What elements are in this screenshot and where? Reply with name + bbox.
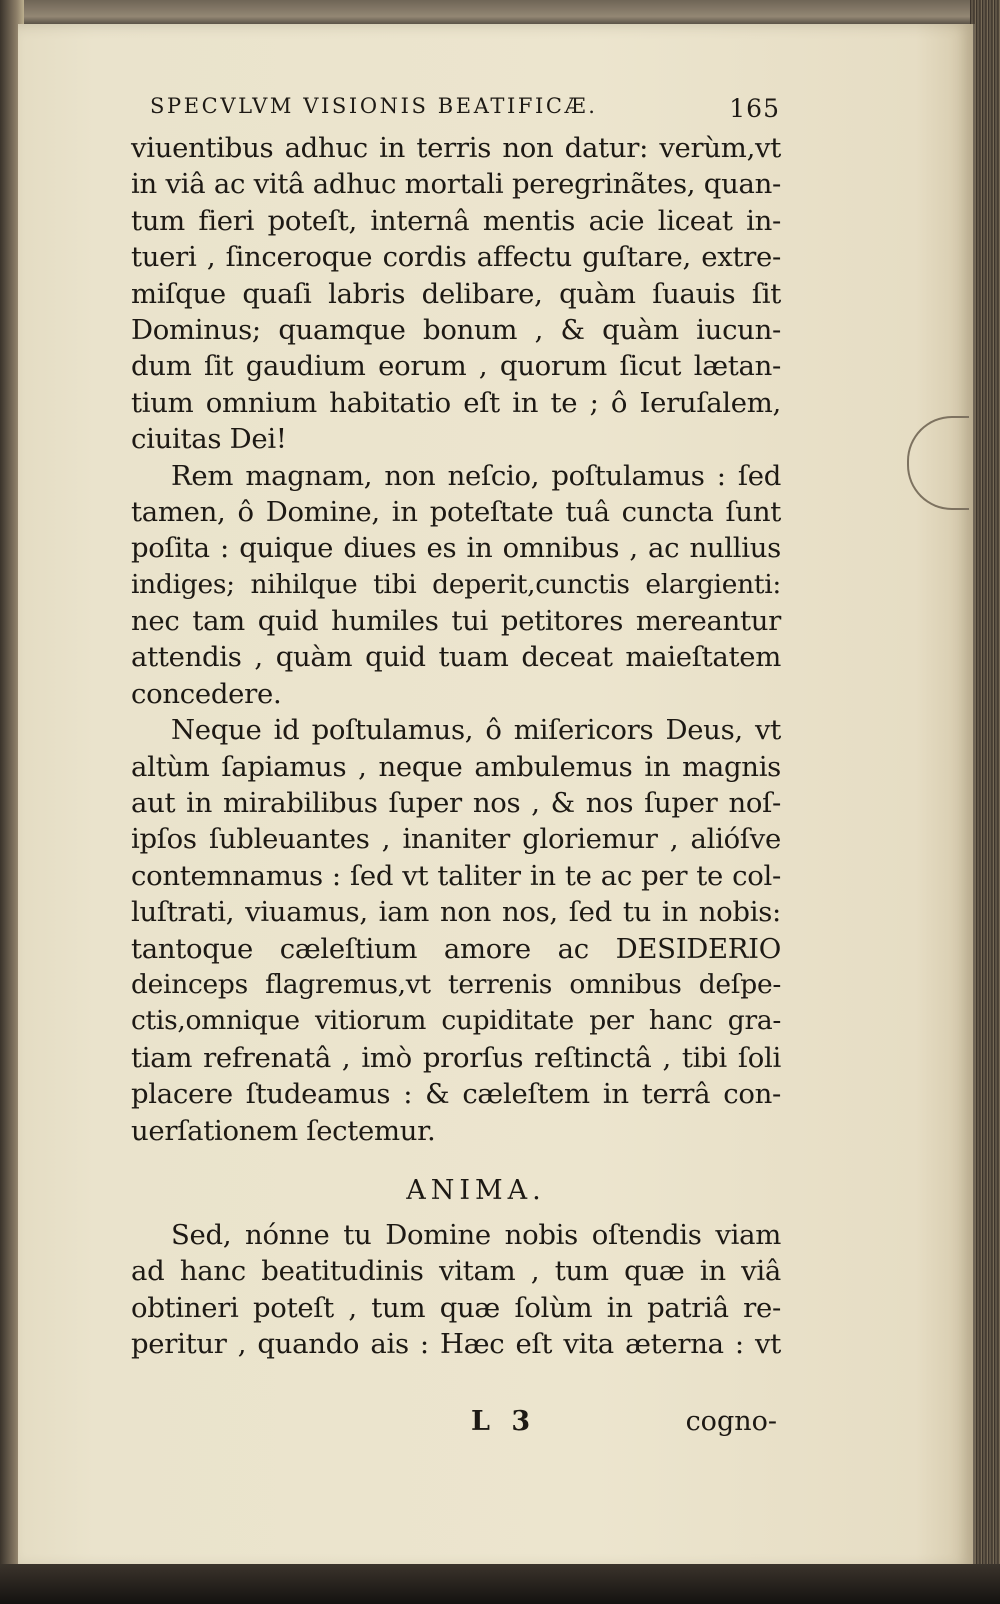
text-line: tueri , ſinceroque cordis affectu guſtare, extre- [131,241,781,274]
text-line: nec tam quid humiles tui petitores mereantur [131,605,781,638]
text-line: deinceps flagremus,vt terrenis omnibus deſpe- [131,968,781,1000]
section-heading: ANIMA. [406,1174,546,1206]
paragraph-start-line: Neque id poſtulamus, ô miſericors Deus, vt [171,714,781,747]
text-line: ipſos ſubleuantes , inaniter gloriemur , alióſve [131,823,781,856]
text-line: in viâ ac vitâ adhuc mortali peregrinãtes, quan- [131,168,781,201]
section-spacer [131,1149,781,1171]
text-line: Dominus; quamque bonum , & quàm iucun- [131,313,781,346]
text-line: tantoque cæleſtium amore ac DESIDERIO [131,932,781,965]
text-line: uerſationem ſectemur. [131,1114,436,1147]
clasp-ring [907,416,969,510]
body-text [131,130,781,1363]
text-line: luſtrati, viuamus, iam non nos, ſed tu in nobis: [131,896,781,929]
text-line: attendis , quàm quid tuam deceat maieſtatem [131,641,781,674]
text-line: obtineri poteſt , tum quæ ſolùm in patriâ re- [131,1291,781,1324]
text-line: contemnamus : ſed vt taliter in te ac per te col- [131,859,781,892]
text-line: placere ſtudeamus : & cæleſtem in terrâ con- [131,1078,781,1111]
text-line: tium omnium habitatio eſt in te ; ô Ieruſalem, [131,386,781,419]
text-line: concedere. [131,677,282,710]
page-number: 165 [729,94,780,123]
book-bottom-edge [0,1564,1000,1604]
running-head: SPECVLVM VISIONIS BEATIFICÆ. [150,94,598,118]
text-line: poſita : quique diues es in omnibus , ac nullius [131,532,781,565]
text-line: altùm ſapiamus , neque ambulemus in magnis [131,750,781,783]
text-line: peritur , quando ais : Hæc eſt vita æterna : vt [131,1328,781,1361]
page-header [150,94,780,128]
paragraph-start-line: Sed, nónne tu Domine nobis oſtendis viam [171,1218,781,1251]
text-line: ad hanc beatitudinis vitam , tum quæ in viâ [131,1255,781,1288]
text-line: tamen, ô Domine, in poteſtate tuâ cuncta ſunt [131,495,781,528]
text-line: aut in mirabilibus ſuper nos , & nos ſuper noſ- [131,787,781,820]
page-footer [131,1406,781,1446]
text-line: indiges; nihilque tibi deperit,cunctis elargienti: [131,568,781,600]
text-line: dum ſit gaudium eorum , quorum ſicut lætan- [131,350,781,383]
text-line: viuentibus adhuc in terris non datur: verùm,vt [131,132,781,164]
signature-mark: L 3 [471,1406,537,1437]
text-line: miſque quaſi labris delibare, quàm ſuauis ſit [131,277,781,310]
text-line: ciuitas Dei! [131,423,287,456]
catchword: cogno- [685,1406,777,1437]
text-line: ctis,omnique vitiorum cupiditate per hanc gra- [131,1005,781,1037]
text-line: tum fieri poteſt, internâ mentis acie liceat in- [131,204,781,237]
text-line: tiam refrenatâ , imò prorſus reſtinctâ , tibi ſoli [131,1041,781,1074]
paragraph-start-line: Rem magnam, non neſcio, poſtulamus : ſed [171,459,781,492]
